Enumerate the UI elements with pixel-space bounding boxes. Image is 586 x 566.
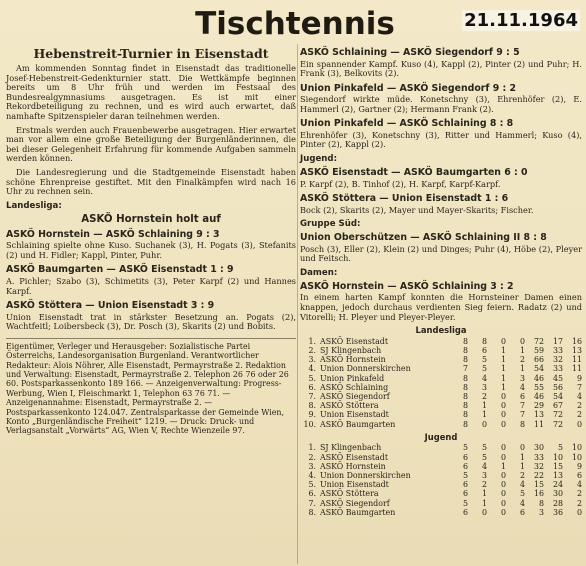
stat-cell: 3	[519, 373, 525, 383]
match-report: A. Pichler; Szabo (3), Schimetits (3), Peter Karpf (2) und Hannes Karpf.	[6, 275, 296, 296]
stat-cell: 4	[576, 480, 582, 490]
section-label: Landesliga:	[6, 200, 62, 211]
team-cell: ASKÖ Eisenstadt	[320, 336, 388, 346]
match-title: ASKÖ Eisenstadt — ASKÖ Baumgarten 6 : 0	[300, 167, 528, 179]
rank-cell: 1.	[308, 336, 316, 346]
stat-cell: 13	[533, 410, 544, 420]
stat-cell: 7	[519, 410, 525, 420]
stat-cell: 5	[481, 355, 487, 365]
stat-cell: 10	[552, 452, 563, 462]
stat-cell: 11	[533, 419, 544, 429]
rank-cell: 7.	[308, 498, 316, 508]
stat-cell: 0	[576, 419, 582, 429]
team-cell: ASKÖ Hornstein	[320, 355, 386, 365]
standings-table-jugend	[300, 443, 582, 517]
table-row	[300, 420, 582, 429]
match-report: Schlaining spielte ohne Kuso. Suchanek (3), H. Pogats (3), Stefanits (2) und H. Fidler; Kappl, Pinter, Puhr.	[6, 240, 296, 260]
stat-cell: 32	[533, 461, 544, 471]
table-row	[300, 355, 582, 364]
team-cell: ASKÖ Hornstein	[320, 461, 386, 471]
table-row	[300, 471, 582, 480]
stat-cell: 0	[500, 392, 506, 402]
stat-cell: 59	[533, 346, 544, 356]
table-row	[300, 462, 582, 471]
rank-cell: 5.	[308, 373, 316, 383]
stat-cell: 46	[533, 373, 544, 383]
stat-cell: 1	[519, 452, 525, 462]
table-row	[300, 364, 582, 373]
stat-cell: 11	[571, 364, 582, 374]
stat-cell: 15	[552, 461, 563, 471]
table-row	[300, 383, 582, 392]
standings-title: Jugend	[424, 431, 458, 442]
match-title: Union Pinkafeld — ASKÖ Siegendorf 9 : 2	[300, 82, 517, 94]
stat-cell: 30	[533, 443, 544, 453]
stat-cell: 6	[462, 507, 468, 517]
stat-cell: 1	[519, 346, 525, 356]
rank-cell: 3.	[308, 461, 316, 471]
rank-cell: 10.	[303, 419, 316, 429]
stat-cell: 5	[519, 489, 525, 499]
stat-cell: 0	[500, 410, 506, 420]
table-row	[300, 499, 582, 508]
stat-cell: 54	[552, 392, 563, 402]
stat-cell: 8	[462, 382, 468, 392]
table-row	[300, 374, 582, 383]
stat-cell: 0	[481, 419, 487, 429]
rank-cell: 5.	[308, 480, 316, 490]
stat-cell: 2	[576, 489, 582, 499]
match-title: ASKÖ Hornstein — ASKÖ Schlaining 3 : 2	[300, 280, 514, 292]
stat-cell: 0	[500, 452, 506, 462]
stat-cell: 7	[576, 382, 582, 392]
stat-cell: 13	[571, 346, 582, 356]
stat-cell: 8	[462, 336, 468, 346]
match-title: ASKÖ Stöttera — Union Eisenstadt 3 : 9	[6, 300, 215, 312]
standings-table-landesliga	[300, 337, 582, 429]
rank-cell: 2.	[308, 346, 316, 356]
stat-cell: 8	[462, 355, 468, 365]
stat-cell: 7	[519, 401, 525, 411]
stat-cell: 2	[576, 401, 582, 411]
stat-cell: 5	[481, 364, 487, 374]
stat-cell: 4	[519, 480, 525, 490]
stat-cell: 46	[533, 392, 544, 402]
stat-cell: 72	[552, 410, 563, 420]
match-report: Siegendorf wirkte müde. Konetschny (3), Ehrenhöfer (2), E. Hammerl (2), Gartner (2); Hermann Frank (2).	[300, 94, 582, 114]
south-group-label: Gruppe Süd:	[300, 219, 361, 230]
team-cell: ASKÖ Stöttera	[320, 489, 379, 499]
stat-cell: 54	[533, 364, 544, 374]
stat-cell: 1	[500, 355, 506, 365]
stat-cell: 5	[462, 471, 468, 481]
team-cell: Union Eisenstadt	[320, 480, 389, 490]
team-cell: ASKÖ Baumgarten	[320, 419, 396, 429]
stat-cell: 8	[462, 419, 468, 429]
stat-cell: 4	[481, 461, 487, 471]
stat-cell: 4	[481, 373, 487, 383]
team-cell: ASKÖ Baumgarten	[320, 507, 396, 517]
team-cell: ASKÖ Eisenstadt	[320, 452, 388, 462]
stat-cell: 30	[552, 489, 563, 499]
rank-cell: 1.	[308, 443, 316, 453]
stat-cell: 6	[462, 480, 468, 490]
stat-cell: 72	[552, 419, 563, 429]
stat-cell: 29	[533, 401, 544, 411]
stat-cell: 36	[552, 507, 563, 517]
match-report: P. Karpf (2), B. Tinhof (2), H. Karpf, Karpf-Karpf.	[300, 178, 501, 189]
rank-cell: 6.	[308, 382, 316, 392]
rank-cell: 8.	[308, 401, 316, 411]
table-row	[300, 453, 582, 462]
stat-cell: 6	[519, 392, 525, 402]
stat-cell: 22	[533, 471, 544, 481]
imprint: Eigentümer, Verleger und Herausgeber: Sozialistische Partei Österreichs, Landesorganisation Burgenland. Verantwortlicher Redakteur: Alois Nöhrer, Alle Eisenstadt, Permayrstraße 2. Redaktion und Verwaltung: Eisenstadt, Permayrstraße 2. Telephon 26 76 oder 26 60. Postsparkassenkonto 189 166. — Anzeigenverwaltung: Progress-Werbung, Wien I, Fleischmarkt 1, Telephon 63 76 71. — Anzeigenannahme: Eisenstadt, Permayrstraße 2. — Postsparkassenkonto 124.047. Zentralsparkasse der Gemeinde Wien, Konto „Burgenländische Freiheit“ 1219. — Druck: Druck- und Verlagsanstalt „Vorwärts“ AG, Wien V, Rechte Wienzeile 97.	[6, 338, 296, 436]
stat-cell: 7	[462, 364, 468, 374]
team-cell: Union Pinkafeld	[320, 373, 385, 383]
stat-cell: 5	[462, 498, 468, 508]
match-title: ASKÖ Stöttera — Union Eisenstadt 1 : 6	[300, 193, 509, 205]
stat-cell: 3	[481, 471, 487, 481]
stat-cell: 8	[462, 410, 468, 420]
stat-cell: 1	[500, 461, 506, 471]
right-column	[300, 44, 582, 517]
stat-cell: 4	[576, 392, 582, 402]
table-row	[300, 480, 582, 489]
stat-cell: 8	[462, 373, 468, 383]
stat-cell: 8	[462, 346, 468, 356]
stat-cell: 8	[538, 498, 544, 508]
stat-cell: 0	[500, 489, 506, 499]
stat-cell: 0	[576, 507, 582, 517]
rank-cell: 6.	[308, 489, 316, 499]
stat-cell: 8	[481, 336, 487, 346]
stat-cell: 2	[519, 471, 525, 481]
team-cell: Union Donnerskirchen	[320, 364, 411, 374]
table-row	[300, 392, 582, 401]
stat-cell: 66	[533, 355, 544, 365]
stat-cell: 1	[500, 364, 506, 374]
team-cell: Union Eisenstadt	[320, 410, 389, 420]
left-column	[6, 44, 296, 436]
stat-cell: 0	[500, 336, 506, 346]
table-row	[300, 401, 582, 410]
team-cell: SJ Klingenbach	[320, 443, 382, 453]
stat-cell: 8	[519, 419, 525, 429]
rank-cell: 8.	[308, 507, 316, 517]
stat-cell: 0	[500, 419, 506, 429]
stat-cell: 1	[519, 364, 525, 374]
stat-cell: 6	[462, 461, 468, 471]
stat-cell: 2	[481, 392, 487, 402]
rank-cell: 4.	[308, 364, 316, 374]
match-report: Bock (2), Skarits (2), Mayer und Mayer-Skarits; Fischer.	[300, 204, 534, 215]
stat-cell: 3	[481, 382, 487, 392]
article-paragraph: Die Landesregierung und die Stadtgemeinde Eisenstadt haben schöne Ehrenpreise gestiftet. Mit den Finalkämpfen wird nach 16 Uhr zu rechnen sein.	[6, 166, 296, 197]
stat-cell: 1	[481, 489, 487, 499]
stat-cell: 1	[481, 410, 487, 420]
stat-cell: 8	[462, 401, 468, 411]
stat-cell: 5	[462, 443, 468, 453]
team-cell: ASKÖ Schlaining	[320, 382, 389, 392]
stat-cell: 0	[519, 443, 525, 453]
stat-cell: 10	[571, 452, 582, 462]
team-cell: ASKÖ Stöttera	[320, 401, 379, 411]
stat-cell: 33	[552, 346, 563, 356]
stat-cell: 15	[533, 480, 544, 490]
rank-cell: 4.	[308, 471, 316, 481]
stat-cell: 45	[552, 373, 563, 383]
match-report: Union Eisenstadt trat in stärkster Besetzung an. Pogats (2), Wachtfeitl; Loibersbeck (3), Dr. Posch (3), Skarits (2) und Bobits.	[6, 311, 296, 332]
stat-cell: 1	[500, 373, 506, 383]
stat-cell: 2	[481, 480, 487, 490]
stat-cell: 0	[500, 471, 506, 481]
date-stamp: 21.11.1964	[464, 10, 578, 31]
table-row	[300, 508, 582, 517]
article-paragraph: Erstmals werden auch Frauenbewerbe ausgetragen. Hier erwartet man vor allem eine große Beteiligung der Burgenländerinnen, die bei dieser Gelegenheit Erfahrung für kommende Aufgaben sammeln werden können.	[6, 124, 296, 164]
stat-cell: 32	[552, 355, 563, 365]
stat-cell: 1	[481, 401, 487, 411]
stat-cell: 33	[533, 452, 544, 462]
match-report: In einem harten Kampf konnten die Hornsteiner Damen einen knappen, jedoch durchaus verdienten Sieg feiern. Radatz (2) und Vitorelli; H. Pleyer und Pleyer-Pleyer.	[300, 292, 582, 322]
stat-cell: 2	[576, 498, 582, 508]
section-headline: ASKÖ Hornstein holt auf	[81, 213, 221, 225]
stat-cell: 4	[519, 498, 525, 508]
team-cell: Union Donnerskirchen	[320, 471, 411, 481]
stat-cell: 72	[533, 336, 544, 346]
stat-cell: 0	[500, 498, 506, 508]
match-title: ASKÖ Schlaining — ASKÖ Siegendorf 9 : 5	[300, 47, 520, 58]
stat-cell: 5	[481, 443, 487, 453]
stat-cell: 8	[462, 392, 468, 402]
match-title: Union Oberschützen — ASKÖ Schlaining II 8 : 8	[300, 232, 547, 244]
table-row	[300, 443, 582, 452]
match-title: ASKÖ Baumgarten — ASKÖ Eisenstadt 1 : 9	[6, 264, 234, 276]
stat-cell: 2	[519, 355, 525, 365]
stat-cell: 1	[481, 498, 487, 508]
stat-cell: 6	[576, 471, 582, 481]
stat-cell: 6	[462, 489, 468, 499]
women-label: Damen:	[300, 267, 338, 278]
stat-cell: 6	[519, 507, 525, 517]
stat-cell: 24	[552, 480, 563, 490]
stat-cell: 3	[538, 507, 544, 517]
table-row	[300, 346, 582, 355]
stat-cell: 5	[557, 443, 563, 453]
page-title: Tischtennis	[195, 6, 395, 42]
rank-cell: 3.	[308, 355, 316, 365]
team-cell: ASKÖ Siegendorf	[320, 498, 390, 508]
stat-cell: 4	[519, 382, 525, 392]
stat-cell: 0	[500, 401, 506, 411]
stat-cell: 1	[500, 382, 506, 392]
match-report: Posch (3), Eller (2), Klein (2) und Dinges; Puhr (4), Höbe (2), Pleyer und Feitsch.	[300, 243, 582, 264]
table-row	[300, 489, 582, 498]
stat-cell: 0	[500, 507, 506, 517]
stat-cell: 9	[576, 373, 582, 383]
rank-cell: 7.	[308, 392, 316, 402]
stat-cell: 33	[552, 364, 563, 374]
rank-cell: 2.	[308, 452, 316, 462]
stat-cell: 17	[552, 336, 563, 346]
stat-cell: 0	[500, 480, 506, 490]
rank-cell: 9.	[308, 410, 316, 420]
stat-cell: 1	[500, 346, 506, 356]
youth-label: Jugend:	[300, 154, 338, 165]
column-divider	[297, 44, 298, 564]
stat-cell: 2	[576, 410, 582, 420]
table-row	[300, 410, 582, 419]
table-row	[300, 337, 582, 346]
stat-cell: 0	[481, 507, 487, 517]
stat-cell: 1	[519, 461, 525, 471]
stat-cell: 55	[533, 382, 544, 392]
stat-cell: 28	[552, 498, 563, 508]
match-report: Ein spannender Kampf. Kuso (4), Kappl (2), Pinter (2) und Puhr; H. Frank (3), Belkovits (2).	[300, 58, 582, 79]
article-headline: Hebenstreit-Turnier in Eisenstadt	[33, 46, 269, 61]
stat-cell: 16	[571, 336, 582, 346]
stat-cell: 0	[519, 336, 525, 346]
stat-cell: 0	[500, 443, 506, 453]
stat-cell: 10	[571, 443, 582, 453]
stat-cell: 67	[552, 401, 563, 411]
stat-cell: 6	[481, 346, 487, 356]
stat-cell: 56	[552, 382, 563, 392]
team-cell: ASKÖ Siegendorf	[320, 392, 390, 402]
match-title: ASKÖ Hornstein — ASKÖ Schlaining 9 : 3	[6, 228, 220, 240]
stat-cell: 16	[533, 489, 544, 499]
stat-cell: 6	[462, 452, 468, 462]
stat-cell: 11	[571, 355, 582, 365]
stat-cell: 5	[481, 452, 487, 462]
stat-cell: 9	[576, 461, 582, 471]
match-title: Union Pinkafeld — ASKÖ Schlaining 8 : 8	[300, 118, 514, 130]
standings-title: Landesliga	[415, 325, 467, 336]
article-paragraph: Am kommenden Sonntag findet in Eisenstadt das traditionelle Josef-Hebenstreit-Gedenkturnier statt. Die Wettkämpfe beginnen bereits um 8 Uhr früh und werden im Festsaal des Bundesrealgymnasiums ausgetragen. Es ist mit einer Rekordbeteiligung zu rechnen, und es wird auch erwartet, daß namhafte Spitzenspieler daran teilnehmen werden.	[6, 63, 296, 121]
match-report: Ehrenhöfer (3), Konetschny (3), Ritter und Hammerl; Kuso (4), Pinter (2), Kappl (2).	[300, 129, 582, 150]
stat-cell: 13	[552, 471, 563, 481]
team-cell: SJ Klingenbach	[320, 346, 382, 356]
